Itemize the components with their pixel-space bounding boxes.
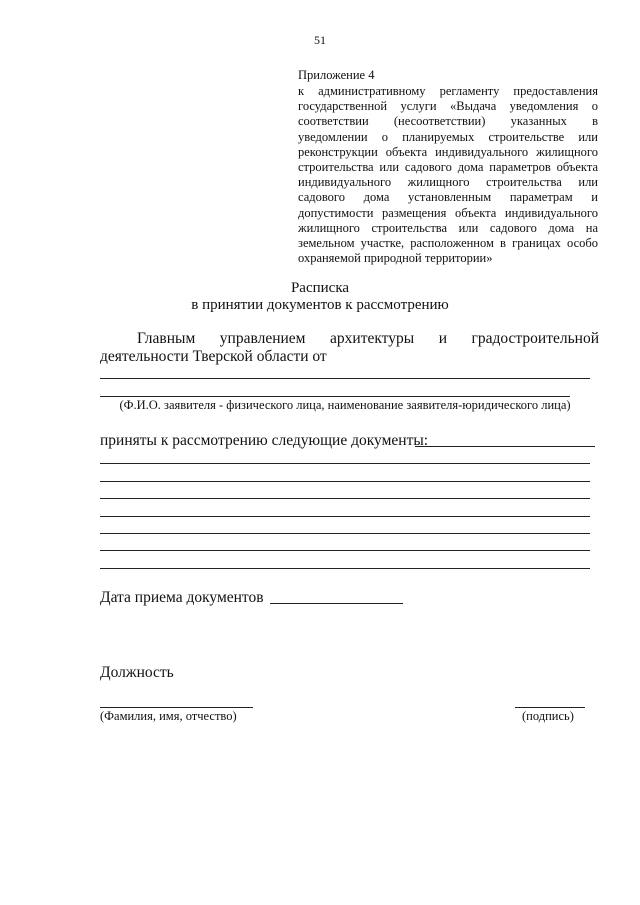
appendix-title: Приложение 4 xyxy=(298,68,375,82)
documents-line xyxy=(100,463,590,464)
applicant-line xyxy=(100,396,570,397)
issuer-text: Главным управлением архитектуры и градостроительной деятельности Тверской области от xyxy=(100,330,599,365)
appendix-text: к административному регламенту предоставления государственной услуги «Выдача уведомления о соответствии (несоответствии) указанных в уведомлении о планируемых строительстве или реконструкции объекта индивидуального жилищного строительства или садового дома параметров объекта индивидуального жилищного строительства или садового дома установленным параметрам и допустимости размещения объекта индивидуального жилищного строительства или садового дома на земельном участке, расположенном в границах особо охраняемой природной территории» xyxy=(298,84,598,266)
date-line xyxy=(270,603,403,604)
applicant-line xyxy=(100,378,590,379)
documents-line xyxy=(100,481,590,482)
applicant-caption: (Ф.И.О. заявителя - физического лица, наименование заявителя-юридического лица) xyxy=(119,398,571,412)
name-line xyxy=(100,707,253,708)
documents-line xyxy=(100,568,590,569)
date-label: Дата приема документов xyxy=(100,589,264,606)
signature-caption: (подпись) xyxy=(522,709,574,723)
accepted-documents-label: приняты к рассмотрению следующие документы: xyxy=(100,432,429,449)
page-number: 51 xyxy=(314,33,326,47)
documents-line xyxy=(415,446,595,447)
position-label: Должность xyxy=(100,664,174,681)
name-caption: (Фамилия, имя, отчество) xyxy=(100,709,237,723)
documents-line xyxy=(100,533,590,534)
receipt-subtitle: в принятии документов к рассмотрению xyxy=(191,297,449,313)
documents-line xyxy=(100,516,590,517)
signature-line xyxy=(515,707,585,708)
documents-line xyxy=(100,498,590,499)
receipt-title: Расписка xyxy=(290,280,350,296)
documents-line xyxy=(100,550,590,551)
